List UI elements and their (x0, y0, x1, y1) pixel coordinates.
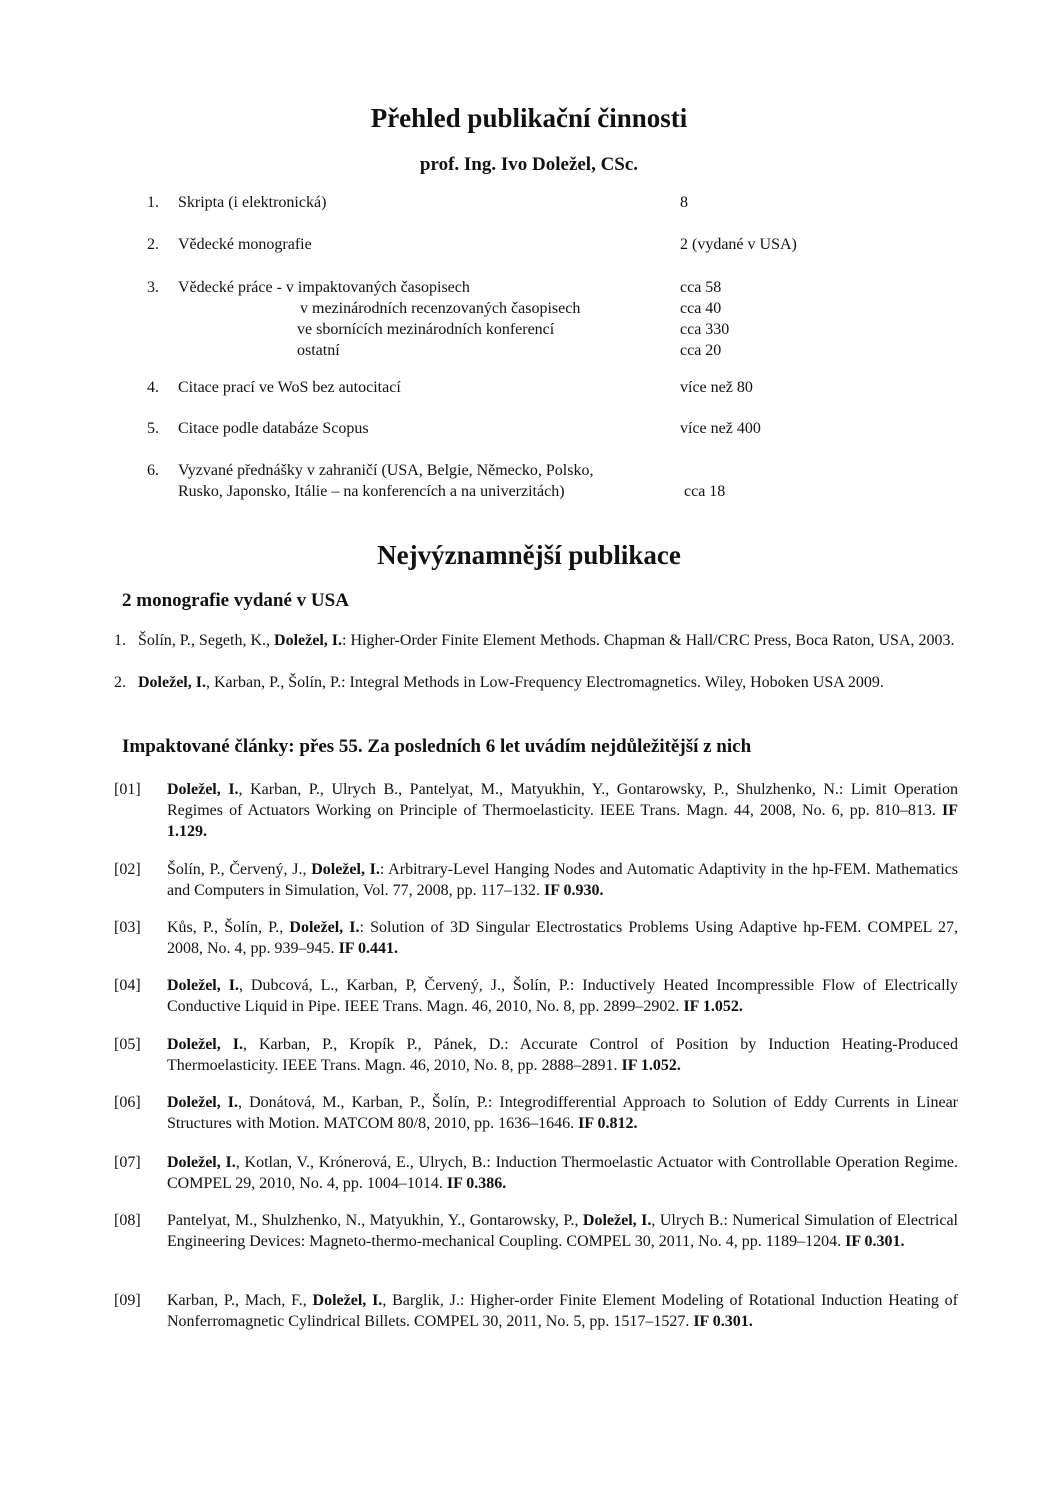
summary-sub-label: v mezinárodních recenzovaných časopisech (300, 300, 581, 317)
summary-num: 6. (147, 462, 159, 479)
summary-label-cont: Rusko, Japonsko, Itálie – na konferencích a na univerzitách) (178, 483, 565, 500)
list-item (114, 630, 958, 672)
impact-factor: IF 0.930. (544, 882, 604, 899)
item-text: Šolín, P., Segeth, K., Doležel, I.: Higher-Order Finite Element Methods. Chapman & Hall/CRC Press, Boca Raton, USA, 2003. (138, 632, 955, 649)
summary-sub-label: ostatní (297, 342, 340, 359)
summary-sub-value: cca 40 (680, 300, 722, 317)
summary-label: Vědecké práce - v impaktovaných časopisech (178, 279, 470, 296)
page-title: Přehled publikační činnosti (370, 103, 688, 133)
summary-num: 3. (147, 279, 159, 296)
reference-number: [04] (114, 977, 141, 994)
author-name: prof. Ing. Ivo Doležel, CSc. (419, 154, 639, 175)
reference-number: [03] (114, 919, 141, 936)
impact-factor: IF 1.129. (167, 802, 958, 840)
reference-text: Doležel, I., Donátová, M., Karban, P., Šolín, P.: Integrodifferential Approach to Solution of Eddy Currents in Linear Structures with Motion. MATCOM 80/8, 2010, pp. 1636–1646. IF 0.812. (167, 1094, 958, 1132)
summary-num: 1. (147, 194, 159, 211)
reference-text: Doležel, I., Karban, P., Ulrych B., Pantelyat, M., Matyukhin, Y., Gontarowsky, P., Shulzhenko, N.: Limit Operation Regimes of Actuators Working on Principle of Thermoelasticity. IEEE Trans. Magn. 44, 2008, No. 6, pp. 810–813. IF 1.129. (167, 781, 958, 840)
reference-text: Pantelyat, M., Shulzhenko, N., Matyukhin, Y., Gontarowsky, P., Doležel, I., Ulrych B.: Numerical Simulation of Electrical Engineering Devices: Magneto-thermo-mechanical Coupling. COMPEL 30, 2011, No. 4, pp. 1189–1204. IF 0.301. (167, 1212, 958, 1250)
impact-factor: IF 1.052. (683, 998, 743, 1015)
summary-num: 5. (147, 420, 159, 437)
impact-factor: IF 1.052. (621, 1057, 681, 1074)
summary-label: Vyzvané přednášky v zahraničí (USA, Belgie, Německo, Polsko, (178, 462, 594, 479)
reference-number: [09] (114, 1292, 141, 1309)
summary-sub-value: cca 330 (680, 321, 730, 338)
summary-num: 4. (147, 379, 159, 396)
summary-value: více než 400 (680, 420, 761, 437)
reference-text: Karban, P., Mach, F., Doležel, I., Barglik, J.: Higher-order Finite Element Modeling of Rotational Induction Heating of Nonferromagnetic Cylindrical Billets. COMPEL 30, 2011, No. 5, pp. 1517–1527. IF 0.301. (167, 1292, 958, 1330)
reference-number: [08] (114, 1212, 141, 1229)
summary-sub-label: ve sbornících mezinárodních konferencí (297, 321, 555, 338)
reference-text: Doležel, I., Dubcová, L., Karban, P, Červený, J., Šolín, P.: Inductively Heated Incompressible Flow of Electrically Conductive Liquid in Pipe. IEEE Trans. Magn. 46, 2010, No. 8, pp. 2899–2902. IF 1.052. (167, 977, 958, 1015)
impact-factor: IF 0.812. (578, 1115, 638, 1132)
section-title: Nejvýznamnější publikace (377, 540, 681, 570)
reference-number: [02] (114, 861, 141, 878)
summary-value: 2 (vydané v USA) (680, 236, 797, 253)
reference-text: Doležel, I., Karban, P., Kropík P., Pánek, D.: Accurate Control of Position by Induction Heating-Produced Thermoelasticity. IEEE Trans. Magn. 46, 2010, No. 8, pp. 2888–2891. IF 1.052. (167, 1036, 958, 1074)
reference-number: [01] (114, 781, 141, 798)
item-number: 1. (114, 632, 126, 649)
reference-text: Šolín, P., Červený, J., Doležel, I.: Arbitrary-Level Hanging Nodes and Automatic Adaptivity in the hp-FEM. Mathematics and Computers in Simulation, Vol. 77, 2008, pp. 117–132. IF 0.930. (167, 861, 959, 899)
reference-text: Doležel, I., Kotlan, V., Krónerová, E., Ulrych, B.: Induction Thermoelastic Actuator with Controllable Operation Regime. COMPEL 29, 2010, No. 4, pp. 1004–1014. IF 0.386. (167, 1154, 958, 1192)
list-item (114, 672, 958, 714)
summary-label: Citace podle databáze Scopus (178, 420, 369, 437)
summary-value: více než 80 (680, 379, 753, 396)
summary-value: cca 18 (684, 483, 726, 500)
impact-factor: IF 0.386. (446, 1175, 507, 1192)
summary-value: cca 58 (680, 279, 722, 296)
impact-factor: IF 0.301. (693, 1313, 753, 1330)
summary-value: 8 (680, 194, 688, 211)
impact-factor: IF 0.301. (845, 1233, 905, 1250)
reference-number: [06] (114, 1094, 141, 1111)
summary-label: Vědecké monografie (178, 236, 312, 253)
monographs-heading: 2 monografie vydané v USA (122, 590, 349, 611)
reference-number: [05] (114, 1036, 141, 1053)
summary-label: Skripta (i elektronická) (178, 194, 327, 211)
item-number: 2. (114, 674, 126, 691)
summary-sub-value: cca 20 (680, 342, 722, 359)
reference-number: [07] (114, 1154, 141, 1171)
impact-factor: IF 0.441. (338, 940, 398, 957)
item-text: Doležel, I., Karban, P., Šolín, P.: Integral Methods in Low-Frequency Electromagnetics. Wiley, Hoboken USA 2009. (138, 674, 884, 691)
summary-num: 2. (147, 236, 159, 253)
articles-heading: Impaktované články: přes 55. Za posledních 6 let uvádím nejdůležitější z nich (122, 736, 752, 757)
summary-label: Citace prací ve WoS bez autocitací (178, 379, 401, 396)
reference-text: Kůs, P., Šolín, P., Doležel, I.: Solution of 3D Singular Electrostatics Problems Using Adaptive hp-FEM. COMPEL 27, 2008, No. 4, pp. 939–945. IF 0.441. (167, 919, 958, 957)
